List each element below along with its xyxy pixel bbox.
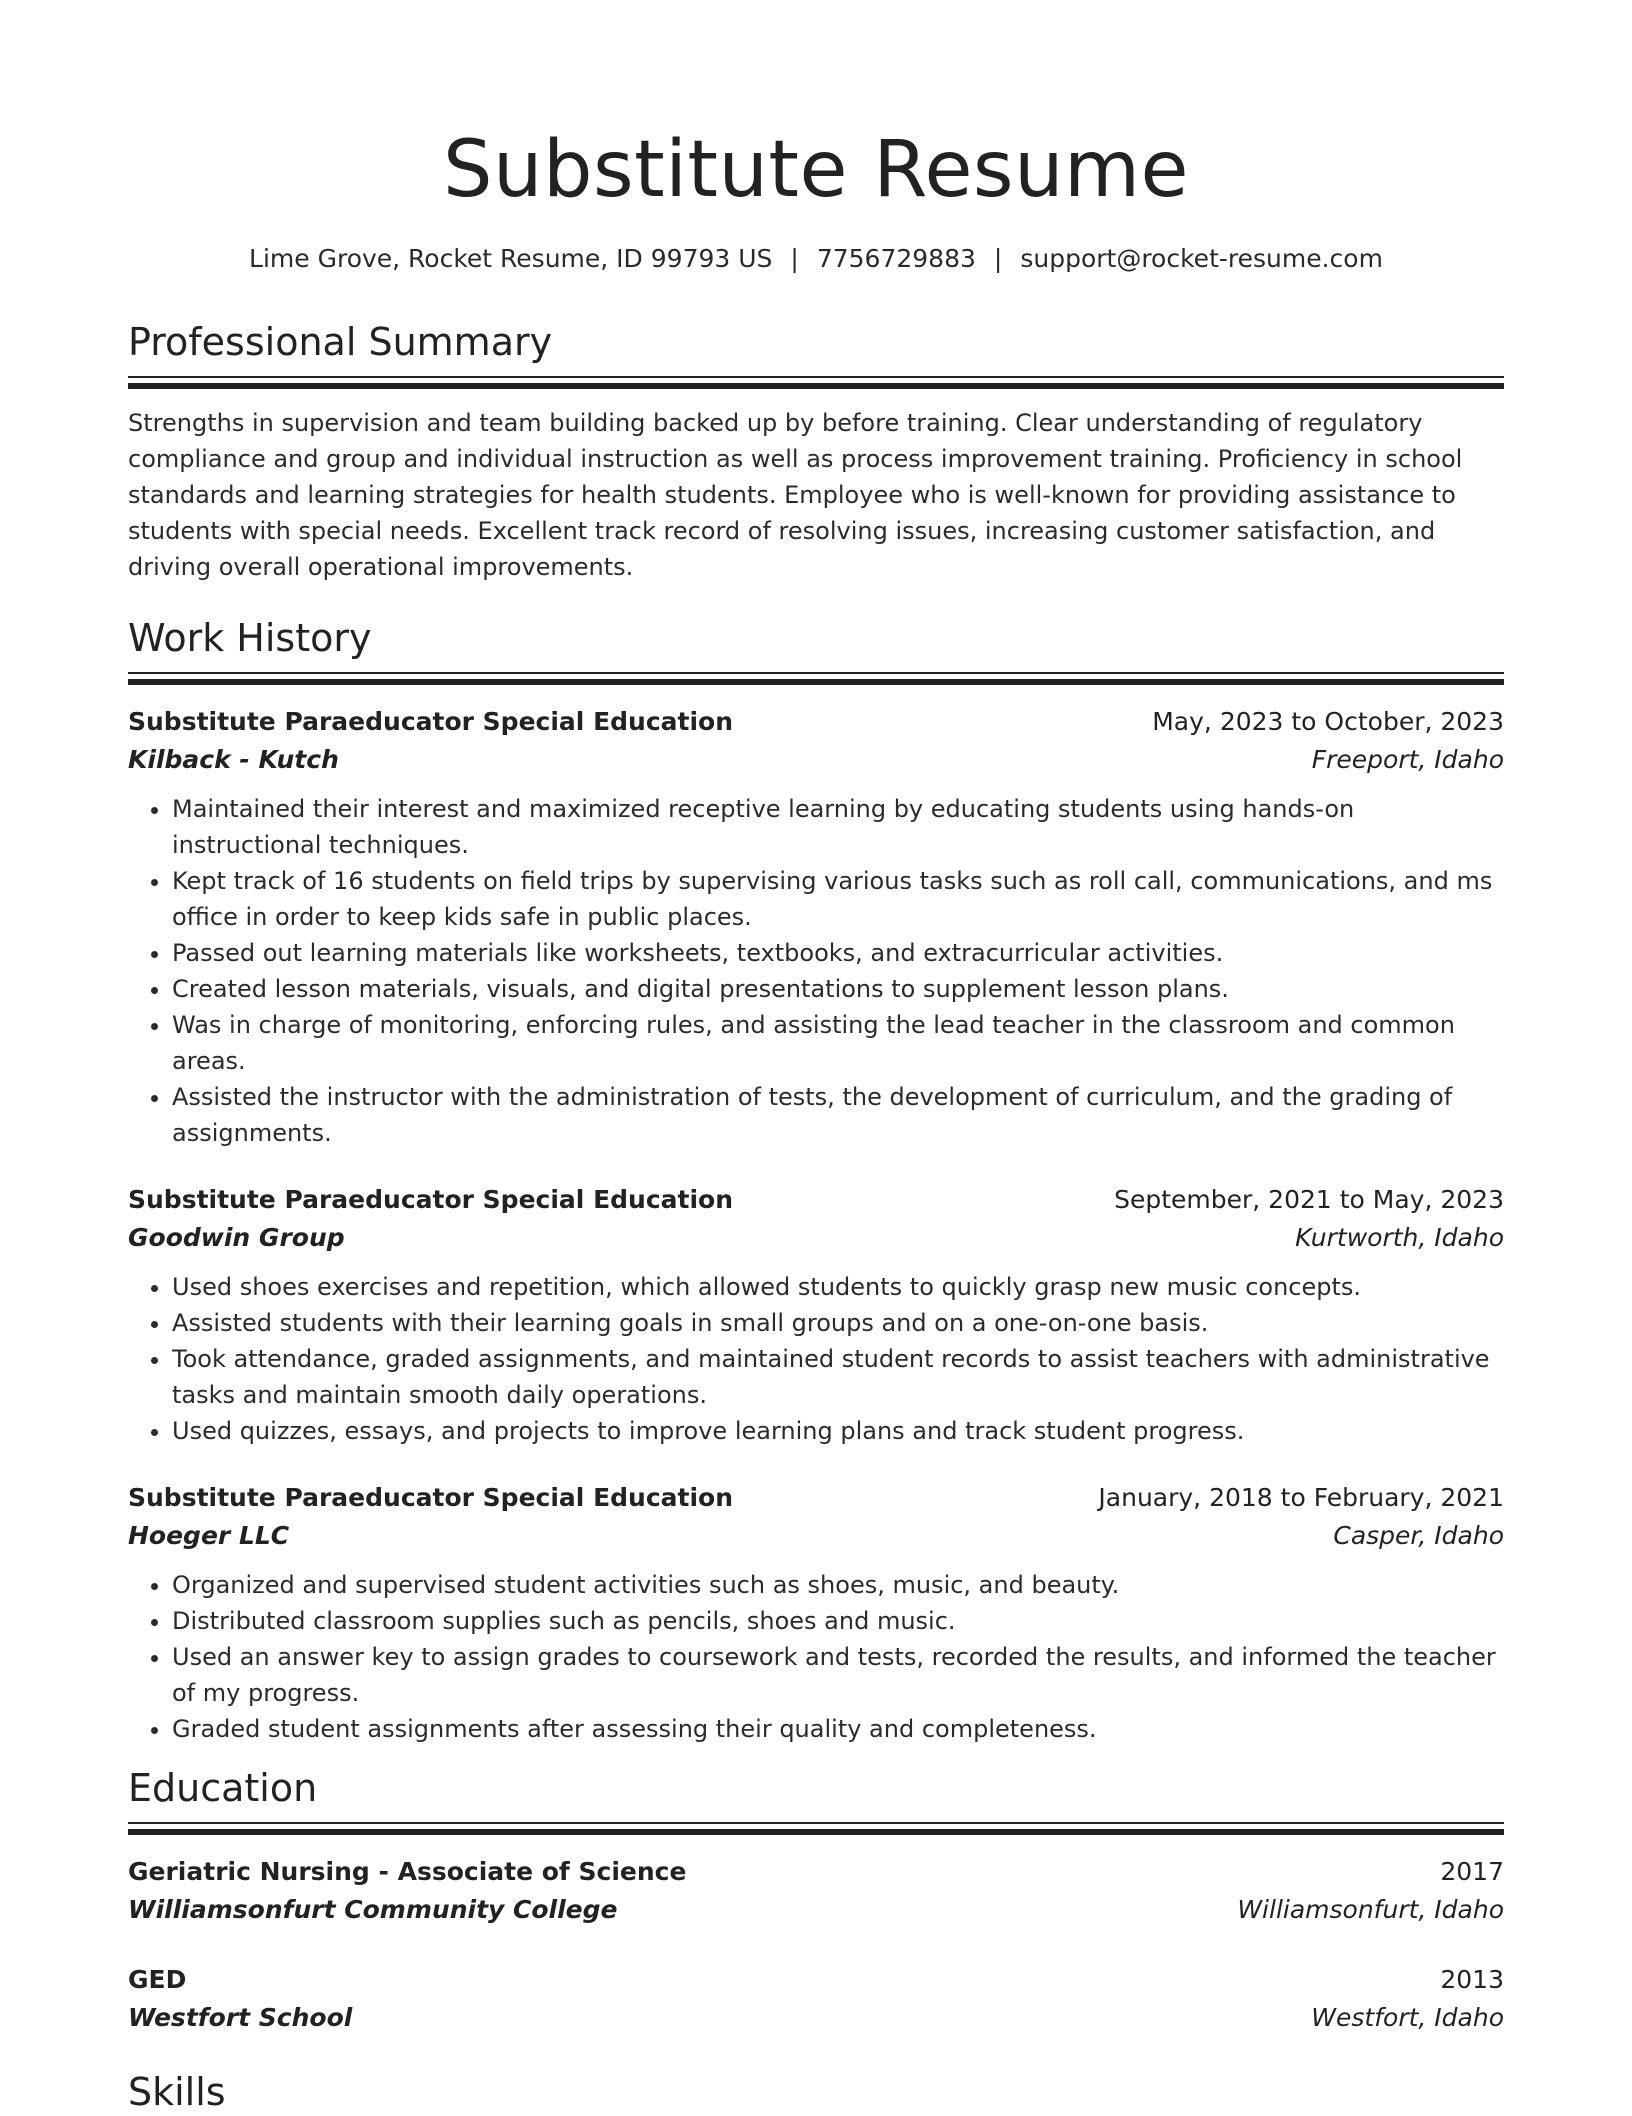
- job-bullets: [128, 791, 1504, 1151]
- education-school: Williamsonfurt Community College: [128, 1895, 618, 1924]
- section-divider-thick: [128, 679, 1504, 685]
- job-bullet: • Was in charge of monitoring, enforcing rules, and assisting the lead teacher in the classroom and common areas.: [172, 1007, 1504, 1079]
- education-year: 2013: [1440, 1965, 1504, 1994]
- contact-separator: |: [790, 244, 799, 273]
- job-subheader: [128, 1517, 1504, 1555]
- job-bullet: • Organized and supervised student activities such as shoes, music, and beauty.: [172, 1567, 1504, 1603]
- education-location: Williamsonfurt, Idaho: [1237, 1895, 1504, 1924]
- contact-email: support@rocket-resume.com: [1020, 244, 1383, 273]
- job-location: Kurtworth, Idaho: [1295, 1223, 1504, 1252]
- resume-page: [128, 0, 1504, 2114]
- job-dates: January, 2018 to February, 2021: [1098, 1483, 1504, 1512]
- job-entry: [128, 1181, 1504, 1449]
- section-divider-thin: [128, 672, 1504, 674]
- summary-text: Strengths in supervision and team building backed up by before training. Clear understanding of regulatory compliance and group and individual instruction as well as process improvement training. Proficiency in school standards and learning strategies for health students. Employee who is well-known for providing assistance to students with special needs. Excellent track record of resolving issues, increasing customer satisfaction, and driving overall operational improvements.: [128, 409, 1463, 581]
- contact-phone: 7756729883: [816, 244, 976, 273]
- education-year: 2017: [1440, 1857, 1504, 1886]
- education-header: [128, 1853, 1504, 1891]
- education-degree: Geriatric Nursing - Associate of Science: [128, 1857, 687, 1886]
- section-title-skills: Skills: [128, 2070, 226, 2114]
- resume-title: Substitute Resume: [443, 125, 1189, 215]
- job-title: Substitute Paraeducator Special Education: [128, 707, 734, 736]
- section-divider-thick: [128, 1829, 1504, 1835]
- job-bullet: • Took attendance, graded assignments, and maintained student records to assist teachers with administrative tasks and maintain smooth daily operations.: [172, 1341, 1504, 1413]
- job-bullet: • Used quizzes, essays, and projects to improve learning plans and track student progress.: [172, 1413, 1504, 1449]
- education-entry: [128, 1853, 1504, 1929]
- job-dates: September, 2021 to May, 2023: [1114, 1185, 1504, 1214]
- job-bullets: [128, 1269, 1504, 1449]
- job-location: Freeport, Idaho: [1311, 745, 1504, 774]
- job-employer: Kilback - Kutch: [128, 745, 339, 774]
- education-location: Westfort, Idaho: [1311, 2003, 1504, 2032]
- section-title-summary: Professional Summary: [128, 320, 553, 364]
- job-location: Casper, Idaho: [1333, 1521, 1504, 1550]
- education-entry: [128, 1961, 1504, 2037]
- section-skills: [128, 2068, 1504, 2116]
- job-bullets: [128, 1567, 1504, 1747]
- contact-address: Lime Grove, Rocket Resume, ID 99793 US: [249, 244, 773, 273]
- job-title: Substitute Paraeducator Special Education: [128, 1483, 734, 1512]
- section-education: [128, 1764, 1504, 2037]
- education-school: Westfort School: [128, 2003, 353, 2032]
- education-header: [128, 1961, 1504, 1999]
- job-header: [128, 703, 1504, 741]
- job-bullet: • Passed out learning materials like worksheets, textbooks, and extracurricular activities.: [172, 935, 1504, 971]
- education-subheader: [128, 1999, 1504, 2037]
- section-work-history: [128, 614, 1504, 1747]
- job-bullet: • Graded student assignments after assessing their quality and completeness.: [172, 1711, 1504, 1747]
- job-bullet: • Maintained their interest and maximized receptive learning by educating students using hands-on instructional techniques.: [172, 791, 1504, 863]
- education-subheader: [128, 1891, 1504, 1929]
- job-employer: Hoeger LLC: [128, 1521, 290, 1550]
- contact-line: [128, 242, 1504, 276]
- section-title-education: Education: [128, 1766, 318, 1810]
- job-dates: May, 2023 to October, 2023: [1152, 707, 1504, 736]
- job-bullet: • Assisted the instructor with the administration of tests, the development of curriculum, and the grading of assignments.: [172, 1079, 1504, 1151]
- job-header: [128, 1181, 1504, 1219]
- section-divider-thin: [128, 1822, 1504, 1824]
- section-divider-thin: [128, 376, 1504, 378]
- job-subheader: [128, 1219, 1504, 1257]
- job-bullet: • Used shoes exercises and repetition, which allowed students to quickly grasp new music concepts.: [172, 1269, 1504, 1305]
- contact-separator: |: [993, 244, 1003, 273]
- section-title-work: Work History: [128, 616, 372, 660]
- job-bullet: • Created lesson materials, visuals, and digital presentations to supplement lesson plans.: [172, 971, 1504, 1007]
- job-bullet: • Used an answer key to assign grades to coursework and tests, recorded the results, and informed the teacher of my progress.: [172, 1639, 1504, 1711]
- job-employer: Goodwin Group: [128, 1223, 345, 1252]
- job-subheader: [128, 741, 1504, 779]
- job-entry: [128, 703, 1504, 1151]
- job-title: Substitute Paraeducator Special Education: [128, 1185, 734, 1214]
- job-entry: [128, 1479, 1504, 1747]
- job-bullet: • Assisted students with their learning goals in small groups and on a one-on-one basis.: [172, 1305, 1504, 1341]
- section-professional-summary: [128, 318, 1504, 585]
- section-divider-thick: [128, 383, 1504, 389]
- job-header: [128, 1479, 1504, 1517]
- job-bullet: • Distributed classroom supplies such as pencils, shoes and music.: [172, 1603, 1504, 1639]
- education-degree: GED: [128, 1965, 187, 1994]
- job-bullet: • Kept track of 16 students on field trips by supervising various tasks such as roll call, communications, and ms office in order to keep kids safe in public places.: [172, 863, 1504, 935]
